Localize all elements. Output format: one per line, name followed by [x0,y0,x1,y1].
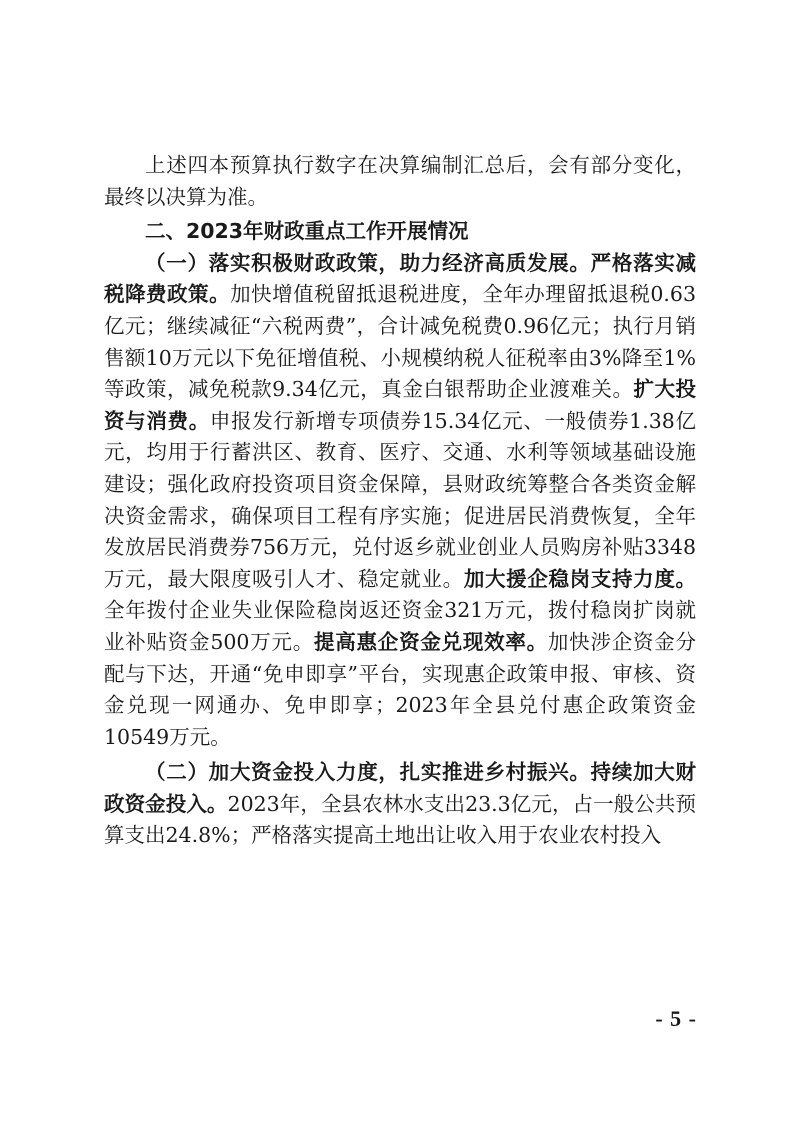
text-funds-efficiency: 加快涉企资金分配与下达，开通“免申即享”平台，实现惠企政策申报、审核、资金兑现一网通办、免申即享；2023年全县兑付惠企政策资金10549万元。 [104,629,697,749]
subheading-funds-efficiency: 提高惠企资金兑现效率。 [314,629,548,654]
subsection-title: （二）加大资金投入力度，扎实推进乡村振兴。 [145,760,591,785]
subheading-investment: 扩大投资与消费。 [104,377,696,433]
body-text [104,150,696,852]
text-job-support: 全年拨付企业失业保险稳岗返还资金321万元，拨付稳岗扩岗就业补贴资金500万元。 [104,598,696,654]
subsection-title: （一）落实积极财政政策，助力经济高质发展。 [145,250,591,275]
subheading-tax-cut: 严格落实减税降费政策。 [104,250,697,307]
paragraph-section-1 [104,248,696,754]
subheading-job-support: 加大援企稳岗支持力度。 [463,566,697,591]
section-heading: 二、2023年财政重点工作开展情况 [145,219,469,244]
paragraph-budget-note: 上述四本预算执行数字在决算编制汇总后，会有部分变化，最终以决算为准。 [104,153,696,209]
page-number: - 5 - [655,1006,697,1031]
paragraph-section-2 [104,757,696,852]
subheading-funding: 持续加大财政资金投入。 [104,760,697,816]
text-funding: 2023年，全县农林水支出23.3亿元，占一般公共预算支出24.8%；严格落实提高土地出让收入用于农业农村投入 [104,791,696,848]
text-tax-cut: 加快增值税留抵退税进度，全年办理留抵退税0.63亿元；继续减征“六税两费”，合计减免税费0.96亿元；执行月销售额10万元以下免征增值税、小规模纳税人征税率由3%降至1%等政策，减免税款9.34亿元，真金白银帮助企业渡难关。 [104,282,697,402]
text-investment: 申报发行新增专项债券15.34亿元、一般债券1.38亿元，均用于行蓄洪区、教育、医疗、交通、水利等领域基础设施建设；强化政府投资项目资金保障，县财政统筹整合各类资金解决资金需求，确保项目工程有序实施；促进居民消费恢复，全年发放居民消费券756万元，兑付返乡就业创业人员购房补贴3348万元，最大限度吸引人才、稳定就业。 [104,408,696,591]
